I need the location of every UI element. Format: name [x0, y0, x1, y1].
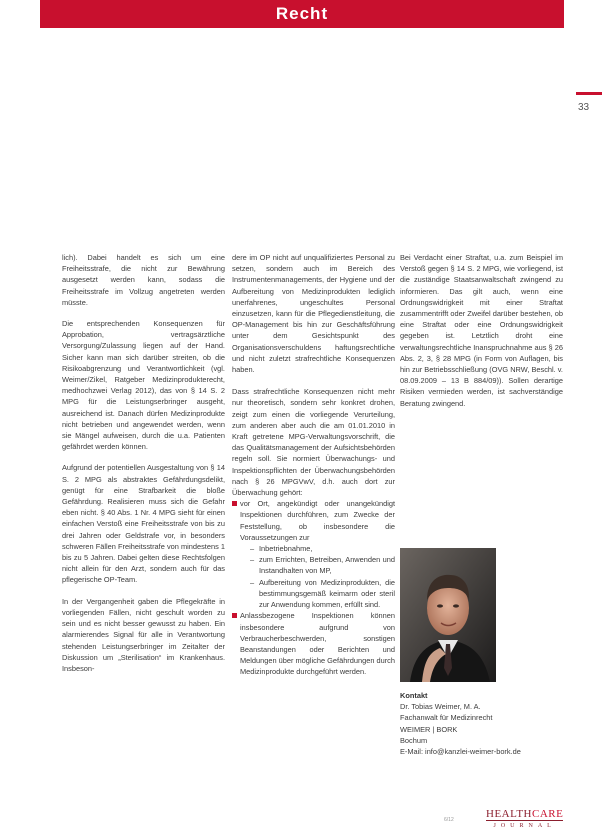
author-portrait — [400, 548, 496, 682]
portrait-illustration — [400, 548, 496, 682]
page-marker-rule — [576, 92, 602, 95]
logo-part-health: HEALTH — [486, 808, 532, 820]
paragraph: Dass strafrechtliche Konsequenzen nicht mehr nur theoretisch, sondern sehr konkret drohen, zeigt zum einen die vorliegende Verurteilung, zum anderen aber auch die am 01.01.2010 in Kraft getretene MPG-Verwaltungsvorschrift, die das Qualitätsmanagement der Aufsichtsbehörden regeln soll. Sie normiert Überwachungs- und Inspektionspflichten der Überwachungsbehörden nach § 26 MPGVwV, d.h. auch dort zur Überwachung gehört: — [232, 387, 395, 498]
logo-wordmark — [486, 808, 563, 820]
section-title: Recht — [275, 4, 329, 23]
section-header-bar — [40, 0, 564, 28]
contact-block — [400, 690, 580, 757]
contact-name: Dr. Tobias Weimer, M. A. — [400, 702, 481, 712]
bullet-square-icon — [232, 613, 237, 618]
dash-icon: – — [250, 555, 255, 565]
article-column-2 — [232, 252, 395, 678]
contact-heading: Kontakt — [400, 691, 428, 700]
contact-role: Fachanwalt für Medizinrecht — [400, 713, 493, 723]
sub-item-text: zum Errichten, Betreiben, Anwenden und Instandhalten von MP, — [259, 555, 395, 576]
paragraph: Die entsprechenden Konsequenzen für Approbation, vertragsärztliche Versorgung/Zulassung liegen auf der Hand. Sicher kann man sich darüber streiten, ob die Risikoabgrenzung und Verantwortlichkeit (vgl. Weimer/Zikel, Ratgeber Medizinprodukterecht, medhochzwei Verlag 2012), das von § 14 S. 2 MPG für die Leistungserbringer ausgeht, ausreichend ist. Danach dürfen Medizinprodukte nicht betrieben und angewendet werden, wenn sie Mängel aufweisen, durch die u.a. Patienten gefährdet werden können. — [62, 319, 225, 452]
paragraph: In der Vergangenheit gaben die Pflegekräfte in vorliegenden Fällen, nicht geschult worden zu sein und es nicht besser gewusst zu haben. Ein alarmierendes Signal für alle in Verantwortung stehenden Leistungserbringer im Zeitalter der Diskussion um „Sterilisation“ im Krankenhaus. Insbeson- — [62, 596, 225, 673]
paragraph: lich). Dabei handelt es sich um eine Freiheitsstrafe, die nicht zur Bewährung ausgesetzt werden kann, sodass die Freiheitsstrafe im Vollzug angetreten werden müsste. — [62, 253, 225, 307]
paragraph: Aufgrund der potentiellen Ausgestaltung von § 14 S. 2 MPG als abstraktes Gefährdungsdelikt, genügt für eine Strafbarkeit die bloße Gefährdung. Realisieren muss sich die Gefahr eben nicht. § 40 Abs. 1 Nr. 4 MPG sieht für einen einfachen Verstoß eine Freiheitsstrafe von bis zu drei Jahren oder Geldstrafe vor, in besonders schweren Fällen Freiheitsstrafe von mindestens 1 bis zu 5 Jahren. Dabei gelten diese Rechtsfolgen nicht allein für den Arzt, sondern auch für das pflegerische OP-Team. — [62, 463, 225, 585]
bullet-item — [232, 610, 395, 677]
sub-item-text: Aufbereitung von Medizinprodukten, die bestimmungsgemäß keimarm oder steril zur Anwendung kommen, erfüllt sind. — [259, 577, 395, 610]
bullet-square-icon — [232, 501, 237, 506]
article-column-3 — [400, 252, 563, 420]
bullet-text: Anlassbezogene Inspektionen können insbesondere aufgrund von Verbraucherbeschwerden, sonstigen Beanstandungen oder Berichten und Meldungen über mögliche Gefährdungen durch Medizinprodukte durchgeführt werden. — [240, 611, 395, 677]
sub-list — [250, 543, 395, 610]
bullet-text: vor Ort, angekündigt oder unangekündigt Inspektionen durchführen, zum Zwecke der Feststellung, ob insbesondere die Voraussetzungen zur — [240, 499, 395, 542]
dash-icon: – — [250, 544, 255, 554]
journal-logo — [486, 808, 563, 830]
logo-subline: JOURNAL — [486, 820, 563, 830]
bullet-item — [232, 498, 395, 610]
page-number: 33 — [578, 102, 590, 113]
contact-firm: WEIMER | BORK — [400, 724, 458, 734]
sub-list-item — [250, 554, 395, 576]
sub-list-item — [250, 577, 395, 611]
logo-part-care: CARE — [531, 808, 564, 820]
article-column-1 — [62, 252, 225, 684]
sub-item-text: Inbetriebnahme, — [259, 544, 313, 554]
contact-city: Bochum — [400, 735, 428, 745]
paragraph: dere im OP nicht auf unqualifiziertes Personal zu setzen, sondern auch im Bereich des Instrumentenmanagements, der Hygiene und der Aufbereitung von Medizinprodukten lediglich unerfahrenes, ungeschultes Personal einzusetzen, kann für die Pflegedienstleitung, die OP-Management bis hin zur Geschäftsführung unter dem Gesichtspunkt des Organisationsverschuldens haftungsrechtliche und nicht zuletzt strafrechtliche Konsequenzen haben. — [232, 253, 395, 375]
paragraph: Bei Verdacht einer Straftat, u.a. zum Beispiel im Verstoß gegen § 14 S. 2 MPG, wie vorliegend, ist die zuständige Staatsanwaltschaft zwingend zu informieren. Das gilt auch, wenn eine Ordnungswidrigkeit mit einer Straftat zusammentrifft oder Zweifel darüber bestehen, ob eine Straftat oder eine Ordnungswidrigkeit gegeben ist. Letztlich droht eine verwaltungsrechtliche Inanspruchnahme aus § 26 Abs. 2, 3, § 28 MPG (in Form von Auflagen, bis hin zur Betriebsschließung (OVG NRW, Beschl. v. 08.09.2009 – 13 B 884/09)). Sollen derartige Risiken vermieden werden, ist sachverständige Beratung zwingend. — [400, 253, 563, 408]
contact-email: E-Mail: info@kanzlei-weimer-bork.de — [400, 747, 521, 757]
dash-icon: – — [250, 577, 255, 587]
issue-number: 6/12 — [444, 817, 454, 823]
sub-list-item — [250, 543, 395, 554]
